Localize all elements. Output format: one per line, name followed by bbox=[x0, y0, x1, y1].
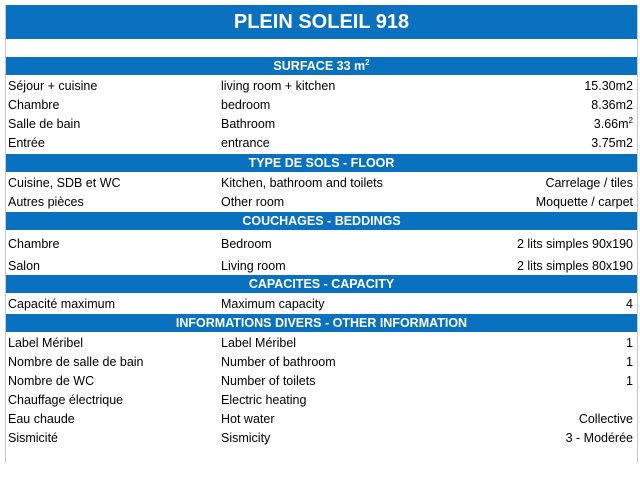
row-label-fr: Eau chaude bbox=[8, 412, 75, 426]
row-value: 3 - Modérée bbox=[565, 431, 633, 445]
section-surface-title bbox=[273, 58, 369, 73]
section-other-title: INFORMATIONS DIVERS - OTHER INFORMATION bbox=[175, 316, 468, 330]
section-beddings-header bbox=[6, 212, 637, 230]
row-label-en: Maximum capacity bbox=[221, 297, 325, 311]
row-label-en: living room + kitchen bbox=[221, 79, 336, 93]
table-row bbox=[6, 333, 637, 352]
row-value: 1 bbox=[626, 355, 633, 369]
section-other-header bbox=[6, 314, 637, 332]
row-value: Moquette / carpet bbox=[535, 195, 633, 209]
table-row bbox=[6, 234, 637, 253]
row-label-fr: Séjour + cuisine bbox=[8, 79, 98, 93]
row-label-en: Living room bbox=[221, 259, 286, 273]
table-row bbox=[6, 173, 637, 192]
table-row bbox=[6, 428, 637, 447]
section-surface-title-text: SURFACE 33 m bbox=[273, 59, 366, 74]
table-row bbox=[6, 390, 637, 409]
section-floor-header bbox=[6, 154, 637, 172]
row-label-fr: Sismicité bbox=[8, 431, 59, 445]
row-label-fr: Salon bbox=[8, 259, 40, 273]
section-capacity-header bbox=[6, 275, 637, 293]
row-label-en: Hot water bbox=[221, 412, 275, 426]
row-label-en: Number of bathroom bbox=[221, 355, 336, 369]
row-value: 3.75m2 bbox=[591, 136, 633, 150]
row-value bbox=[594, 116, 633, 131]
section-capacity-title: CAPACITES - CAPACITY bbox=[248, 277, 395, 291]
row-label-fr: Autres pièces bbox=[8, 195, 84, 209]
row-value: 1 bbox=[626, 336, 633, 350]
table-row bbox=[6, 95, 637, 114]
section-surface-header bbox=[6, 57, 637, 75]
table-row bbox=[6, 76, 637, 95]
row-value: 2 lits simples 80x190 bbox=[516, 259, 633, 273]
row-label-fr: Salle de bain bbox=[8, 117, 81, 131]
row-label-fr: Chambre bbox=[8, 98, 60, 112]
row-value: 8.36m2 bbox=[591, 98, 633, 112]
section-surface-title-sup: 2 bbox=[365, 58, 370, 68]
table-row bbox=[6, 256, 637, 275]
row-label-en: Bathroom bbox=[221, 117, 276, 131]
section-beddings-title: COUCHAGES - BEDDINGS bbox=[242, 214, 401, 228]
section-floor-title: TYPE DE SOLS - FLOOR bbox=[248, 156, 395, 170]
row-value-sup: 2 bbox=[628, 115, 633, 125]
row-label-en: Kitchen, bathroom and toilets bbox=[221, 176, 383, 190]
table-row bbox=[6, 409, 637, 428]
row-label-en: Number of toilets bbox=[221, 374, 316, 388]
row-value: Collective bbox=[578, 412, 633, 426]
row-label-fr: Label Méribel bbox=[8, 336, 84, 350]
row-label-fr: Nombre de WC bbox=[8, 374, 95, 388]
row-label-fr: Cuisine, SDB et WC bbox=[8, 176, 121, 190]
row-label-en: Other room bbox=[221, 195, 285, 209]
row-label-en: entrance bbox=[221, 136, 270, 150]
page-title: PLEIN SOLEIL 918 bbox=[233, 10, 410, 33]
table-row bbox=[6, 352, 637, 371]
row-label-fr: Chambre bbox=[8, 237, 60, 251]
table-row bbox=[6, 114, 637, 133]
table-row bbox=[6, 371, 637, 390]
row-label-en: Label Méribel bbox=[221, 336, 297, 350]
title-bar bbox=[6, 5, 637, 39]
table-row bbox=[6, 294, 637, 313]
row-label-fr: Chauffage électrique bbox=[8, 393, 124, 407]
row-value: 15.30m2 bbox=[584, 79, 633, 93]
row-value: 2 lits simples 90x190 bbox=[516, 237, 633, 251]
row-label-en: bedroom bbox=[221, 98, 271, 112]
property-sheet bbox=[5, 5, 638, 463]
row-label-fr: Entrée bbox=[8, 136, 45, 150]
row-value: 1 bbox=[626, 374, 633, 388]
row-label-fr: Nombre de salle de bain bbox=[8, 355, 144, 369]
row-value: 4 bbox=[626, 297, 633, 311]
row-value: Carrelage / tiles bbox=[545, 176, 633, 190]
row-label-en: Bedroom bbox=[221, 237, 272, 251]
row-label-en: Electric heating bbox=[221, 393, 307, 407]
row-value-text: 3.66m bbox=[593, 117, 629, 131]
table-row bbox=[6, 133, 637, 152]
table-row bbox=[6, 192, 637, 211]
row-label-fr: Capacité maximum bbox=[8, 297, 115, 311]
row-label-en: Sismicity bbox=[221, 431, 271, 445]
